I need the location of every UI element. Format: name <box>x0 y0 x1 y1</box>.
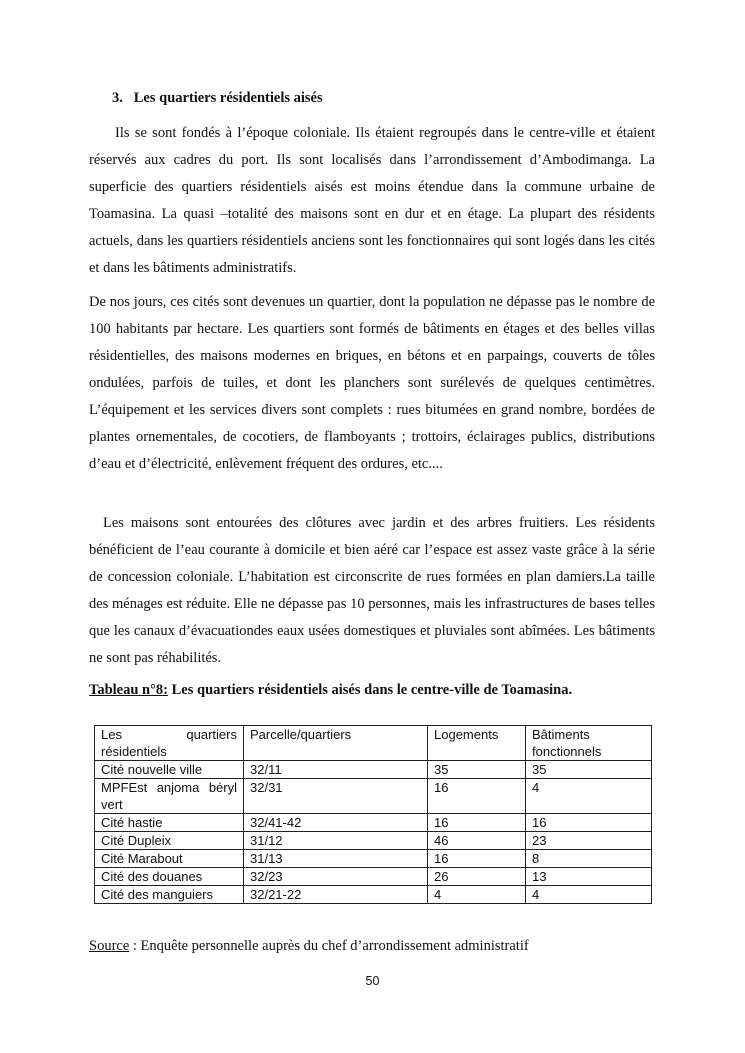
section-title: Les quartiers résidentiels aisés <box>133 90 323 106</box>
table-cell: 31/13 <box>244 850 428 868</box>
table-header-row <box>95 726 652 761</box>
paragraph-2: De nos jours, ces cités sont devenues un quartier, dont la population ne dépasse pas le nombre de 100 habitants par hectare. Les quartiers sont formés de bâtiments en étages et des belles villas résidentielles, des maisons modernes en briques, en bétons et en parpaings, couverts de tôles ondulées, parfois de tuiles, et dont les planchers sont surélevés de quelques centimètres. L’équipement et les services divers sont complets : rues bitumées en grand nombre, bordées de plantes ornementales, de cocotiers, de flamboyants ; trottoirs, éclairages publics, distributions d’eau et d’électricité, enlèvement fréquent des ordures, etc.... <box>89 294 655 472</box>
table-cell: 8 <box>526 850 652 868</box>
table-cell: Cité Marabout <box>95 850 244 868</box>
table-cell: 4 <box>526 886 652 904</box>
table-cell: 13 <box>526 868 652 886</box>
table-cell: 32/11 <box>244 761 428 779</box>
table-cell: 26 <box>428 868 526 886</box>
table-cell: 32/23 <box>244 868 428 886</box>
table-cell: 16 <box>428 779 526 814</box>
table-row <box>95 832 652 850</box>
table-header-cell: Les quartiers résidentiels <box>95 726 244 761</box>
paragraph-3: Les maisons sont entourées des clôtures avec jardin et des arbres fruitiers. Les résidents bénéficient de l’eau courante à domicile et bien aéré car l’espace est assez vaste grâce à la série de concession coloniale. L’habitation est circonscrite de rues formées en plan damiers.La taille des ménages est réduite. Elle ne dépasse pas 10 personnes, mais les infrastructures de bases telles que les canaux d’évacuationdes eaux usées domestiques et pluviales sont abîmées. Les bâtiments ne sont pas réhabilités. <box>89 515 655 666</box>
table-cell: Cité nouvelle ville <box>95 761 244 779</box>
table-cell: 4 <box>428 886 526 904</box>
table-caption-text: Les quartiers résidentiels aisés dans le centre-ville de Toamasina. <box>168 682 573 698</box>
table-cell: 16 <box>428 814 526 832</box>
table-cell: Cité des douanes <box>95 868 244 886</box>
source-note <box>89 938 529 955</box>
source-text: : Enquête personnelle auprès du chef d’arrondissement administratif <box>129 938 529 954</box>
table-header-cell: Bâtiments fonctionnels <box>526 726 652 761</box>
table-cell: 16 <box>428 850 526 868</box>
table-row <box>95 814 652 832</box>
table-cell: Cité des manguiers <box>95 886 244 904</box>
residential-quarters-table <box>94 725 652 904</box>
table-cell: 16 <box>526 814 652 832</box>
table-header-cell: Parcelle/quartiers <box>244 726 428 761</box>
table-cell: 35 <box>428 761 526 779</box>
table-row <box>95 761 652 779</box>
table-cell: 46 <box>428 832 526 850</box>
table-cell: 35 <box>526 761 652 779</box>
table-cell: 32/31 <box>244 779 428 814</box>
table-caption <box>89 682 689 699</box>
table-row <box>95 868 652 886</box>
section-number: 3. <box>112 90 123 106</box>
paragraph-1: Ils se sont fondés à l’époque coloniale. Ils étaient regroupés dans le centre-ville et étaient réservés aux cadres du port. Ils sont localisés dans l’arrondissement d’Ambodimanga. La superficie des quartiers résidentiels aisés est moins étendue dans la commune urbaine de Toamasina. La quasi –totalité des maisons sont en dur et en étage. La plupart des résidents actuels, dans les quartiers résidentiels anciens sont les fonctionnaires qui sont logés dans les cités et dans les bâtiments administratifs. <box>89 125 655 276</box>
table-cell: 23 <box>526 832 652 850</box>
table-cell: Cité Dupleix <box>95 832 244 850</box>
table-row <box>95 779 652 814</box>
table-cell: MPFEst anjoma béryl vert <box>95 779 244 814</box>
table-row <box>95 886 652 904</box>
section-heading <box>112 90 323 107</box>
table-header-cell: Logements <box>428 726 526 761</box>
page-number: 50 <box>365 974 380 988</box>
table-cell: Cité hastie <box>95 814 244 832</box>
source-label: Source <box>89 938 130 954</box>
table-cell: 4 <box>526 779 652 814</box>
table-cell: 32/41-42 <box>244 814 428 832</box>
table-caption-label: Tableau n°8: <box>89 682 168 698</box>
table-cell: 31/12 <box>244 832 428 850</box>
table-cell: 32/21-22 <box>244 886 428 904</box>
table-row <box>95 850 652 868</box>
